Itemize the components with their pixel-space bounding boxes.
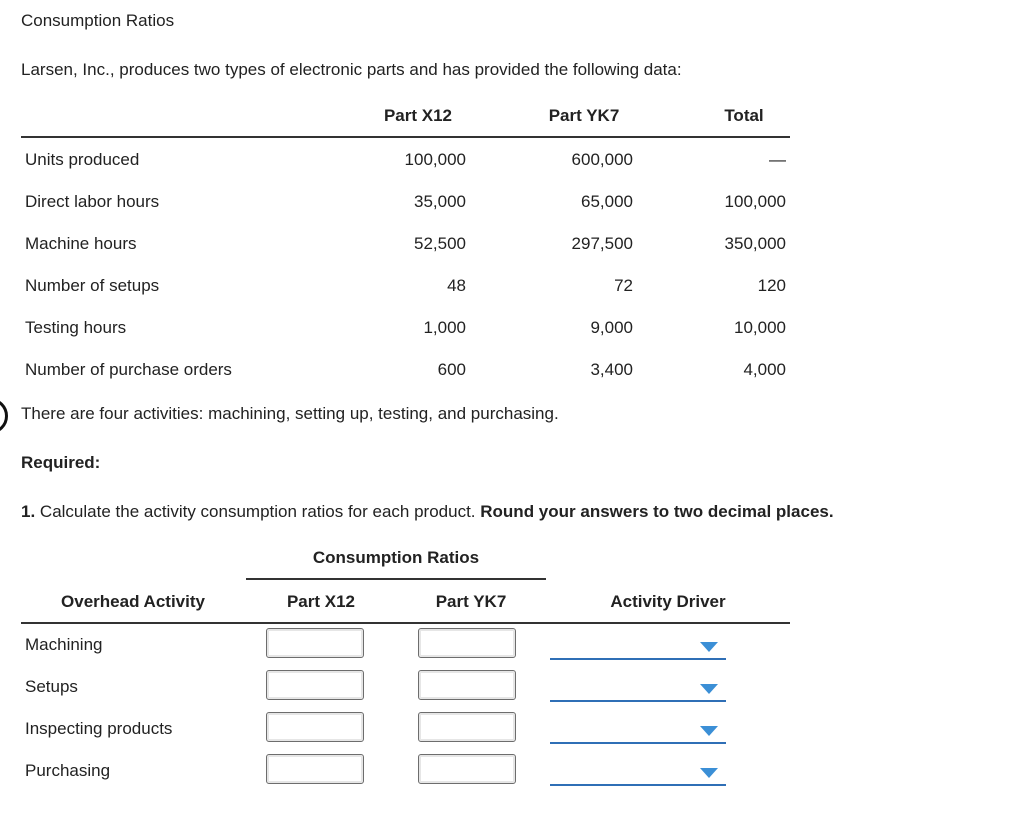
- cell-yk7: 600,000: [571, 150, 633, 169]
- cell-x12: 600: [437, 360, 466, 379]
- setups-driver-dropdown[interactable]: [550, 678, 726, 702]
- setups-yk7-input[interactable]: [418, 670, 516, 700]
- row-label: Units produced: [25, 150, 140, 169]
- machining-yk7-input[interactable]: [418, 628, 516, 658]
- header-overhead-activity: Overhead Activity: [61, 592, 205, 611]
- row-label: Testing hours: [25, 318, 127, 337]
- chevron-down-icon: [700, 768, 718, 778]
- header-part-yk7: Part YK7: [548, 106, 620, 125]
- cell-yk7: 65,000: [581, 192, 633, 211]
- cell-total: —: [769, 150, 786, 169]
- cell-x12: 48: [447, 276, 466, 295]
- cell-yk7: 3,400: [590, 360, 633, 379]
- header-total: Total: [724, 106, 764, 125]
- setups-x12-input[interactable]: [266, 670, 364, 700]
- cell-total: 10,000: [734, 318, 786, 337]
- header-answer-yk7: Part YK7: [435, 592, 507, 611]
- activities-note: There are four activities: machining, setting up, testing, and purchasing.: [21, 404, 559, 423]
- cell-yk7: 72: [614, 276, 633, 295]
- data-table-header-rule: [21, 136, 790, 138]
- header-activity-driver: Activity Driver: [610, 592, 726, 611]
- cell-x12: 52,500: [414, 234, 466, 253]
- page-title: Consumption Ratios: [21, 11, 175, 30]
- purchasing-driver-dropdown[interactable]: [550, 762, 726, 786]
- cell-yk7: 9,000: [590, 318, 633, 337]
- cell-x12: 100,000: [404, 150, 466, 169]
- intro-text: Larsen, Inc., produces two types of electronic parts and has provided the following data:: [21, 60, 682, 79]
- machining-x12-input[interactable]: [266, 628, 364, 658]
- required-label: Required:: [21, 453, 101, 472]
- machining-driver-dropdown[interactable]: [550, 636, 726, 660]
- activity-label: Machining: [25, 635, 103, 654]
- purchasing-yk7-input[interactable]: [418, 754, 516, 784]
- row-label: Machine hours: [25, 234, 137, 253]
- activity-label: Inspecting products: [25, 719, 173, 738]
- inspecting-driver-dropdown[interactable]: [550, 720, 726, 744]
- cell-total: 100,000: [724, 192, 786, 211]
- chevron-down-icon: [700, 726, 718, 736]
- row-label: Number of purchase orders: [25, 360, 232, 379]
- cell-total: 120: [757, 276, 786, 295]
- answer-table-header-rule: [21, 622, 790, 624]
- activity-label: Setups: [25, 677, 78, 696]
- chevron-down-icon: [700, 642, 718, 652]
- header-part-x12: Part X12: [383, 106, 453, 125]
- question-prefix: Calculate the activity consumption ratios for each product.: [39, 502, 481, 521]
- cell-total: 4,000: [743, 360, 786, 379]
- chevron-down-icon: [700, 684, 718, 694]
- inspecting-x12-input[interactable]: [266, 712, 364, 742]
- inspecting-yk7-input[interactable]: [418, 712, 516, 742]
- question-emphasis: Round your answers to two decimal places.: [480, 502, 834, 521]
- cell-yk7: 297,500: [571, 234, 633, 253]
- margin-circle-marker: [0, 398, 8, 434]
- row-label: Number of setups: [25, 276, 160, 295]
- header-answer-x12: Part X12: [286, 592, 356, 611]
- cell-total: 350,000: [724, 234, 786, 253]
- activity-label: Purchasing: [25, 761, 111, 780]
- cell-x12: 1,000: [423, 318, 466, 337]
- consumption-ratios-header: Consumption Ratios: [312, 548, 480, 567]
- purchasing-x12-input[interactable]: [266, 754, 364, 784]
- row-label: Direct labor hours: [25, 192, 160, 211]
- question-text: 1. Calculate the activity consumption ratios for each product. Round your answers to two decimal places.: [21, 502, 834, 521]
- consumption-ratios-rule: [246, 578, 546, 580]
- cell-x12: 35,000: [414, 192, 466, 211]
